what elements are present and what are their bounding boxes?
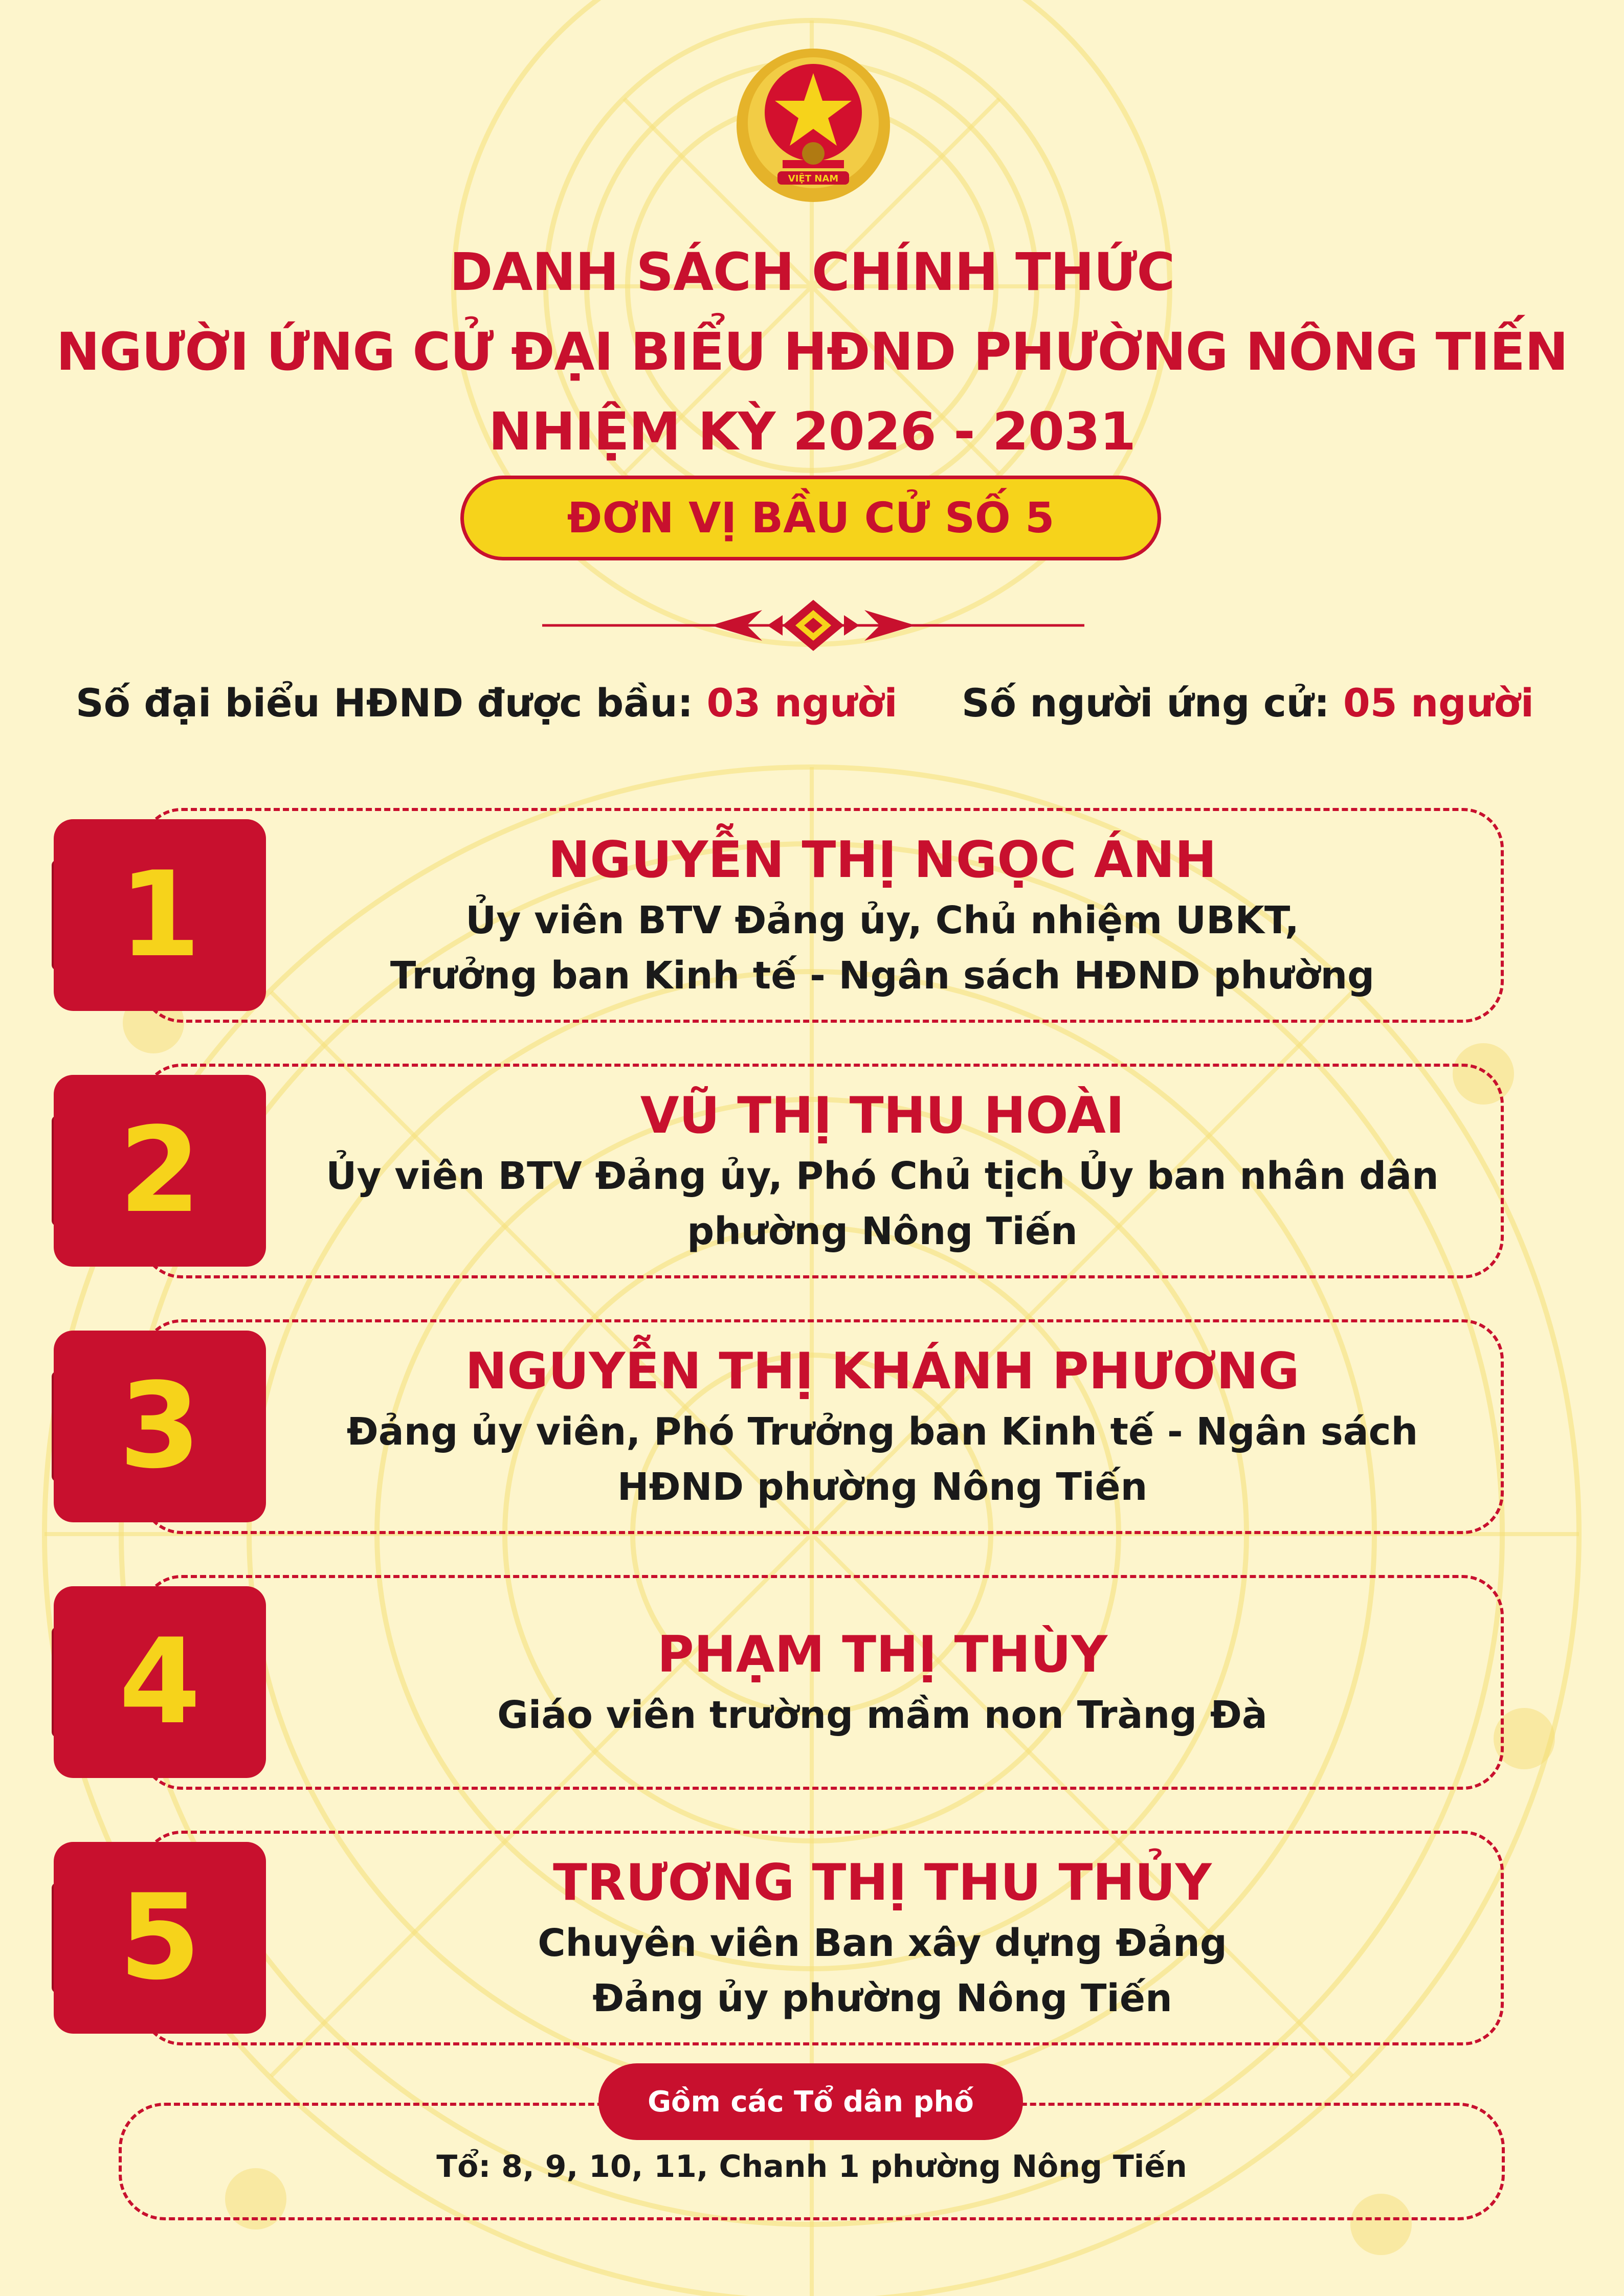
candidate-name: TRƯƠNG THỊ THU THỦY <box>553 1854 1212 1912</box>
candidate-role-line: Ủy viên BTV Đảng ủy, Phó Chủ tịch Ủy ban nhân dân <box>326 1154 1439 1198</box>
candidate-number: 2 <box>54 1075 266 1267</box>
title-line-1: DANH SÁCH CHÍNH THỨC <box>449 242 1175 303</box>
candidate-card-3 <box>54 1319 1506 1534</box>
electoral-unit-badge: ĐƠN VỊ BẦU CỬ SỐ 5 <box>460 476 1161 560</box>
candidate-role-line: Đảng ủy phường Nông Tiến <box>592 1976 1172 2020</box>
candidate-name: NGUYỄN THỊ KHÁNH PHƯƠNG <box>465 1342 1300 1401</box>
candidate-info <box>289 1319 1476 1534</box>
candidate-role-line: Trưởng ban Kinh tế - Ngân sách HĐND phường <box>390 954 1375 998</box>
candidate-role-line: phường Nông Tiến <box>687 1209 1078 1253</box>
page-title <box>0 233 1624 472</box>
elected-count <box>76 680 898 726</box>
candidates-label: Số người ứng cử: <box>962 680 1330 726</box>
candidate-name: NGUYỄN THỊ NGỌC ÁNH <box>548 831 1217 889</box>
candidate-number: 4 <box>54 1586 266 1778</box>
candidate-role-line: Ủy viên BTV Đảng ủy, Chủ nhiệm UBKT, <box>465 898 1299 942</box>
candidate-info <box>289 1831 1476 2045</box>
candidate-number: 1 <box>54 819 266 1011</box>
elected-value: 03 người <box>706 680 898 726</box>
candidate-card-2 <box>54 1064 1506 1278</box>
candidate-role-line: Đảng ủy viên, Phó Trưởng ban Kinh tế - Ngân sách <box>346 1410 1418 1454</box>
title-line-2: NGƯỜI ỨNG CỬ ĐẠI BIỂU HĐND PHƯỜNG NÔNG TIẾN <box>56 322 1568 382</box>
candidate-name: PHẠM THỊ THÙY <box>657 1626 1108 1684</box>
candidate-role-line: HĐND phường Nông Tiến <box>617 1465 1148 1509</box>
candidate-info <box>289 1575 1476 1790</box>
emblem-text: VIỆT NAM <box>788 173 839 184</box>
candidates-count <box>962 680 1534 726</box>
candidate-card-1 <box>54 808 1506 1023</box>
candidate-role-line: Giáo viên trường mầm non Tràng Đà <box>497 1693 1267 1737</box>
candidate-number: 3 <box>54 1331 266 1522</box>
title-line-3: NHIỆM KỲ 2026 - 2031 <box>488 401 1136 462</box>
candidate-role-line: Chuyên viên Ban xây dựng Đảng <box>538 1921 1227 1965</box>
elected-label: Số đại biểu HĐND được bầu: <box>76 680 694 726</box>
candidate-info <box>289 1064 1476 1278</box>
candidate-card-4 <box>54 1575 1506 1790</box>
ornament-divider-icon <box>542 597 1084 654</box>
candidate-number: 5 <box>54 1842 266 2034</box>
national-emblem-icon <box>721 49 905 217</box>
residential-groups-text: Tổ: 8, 9, 10, 11, Chanh 1 phường Nông Tiến <box>436 2149 1187 2185</box>
residential-groups-badge: Gồm các Tổ dân phố <box>598 2063 1023 2140</box>
candidate-card-5 <box>54 1831 1506 2045</box>
candidates-value: 05 người <box>1343 680 1534 726</box>
candidate-name: VŨ THỊ THU HOÀI <box>640 1087 1125 1145</box>
candidate-info <box>289 808 1476 1023</box>
